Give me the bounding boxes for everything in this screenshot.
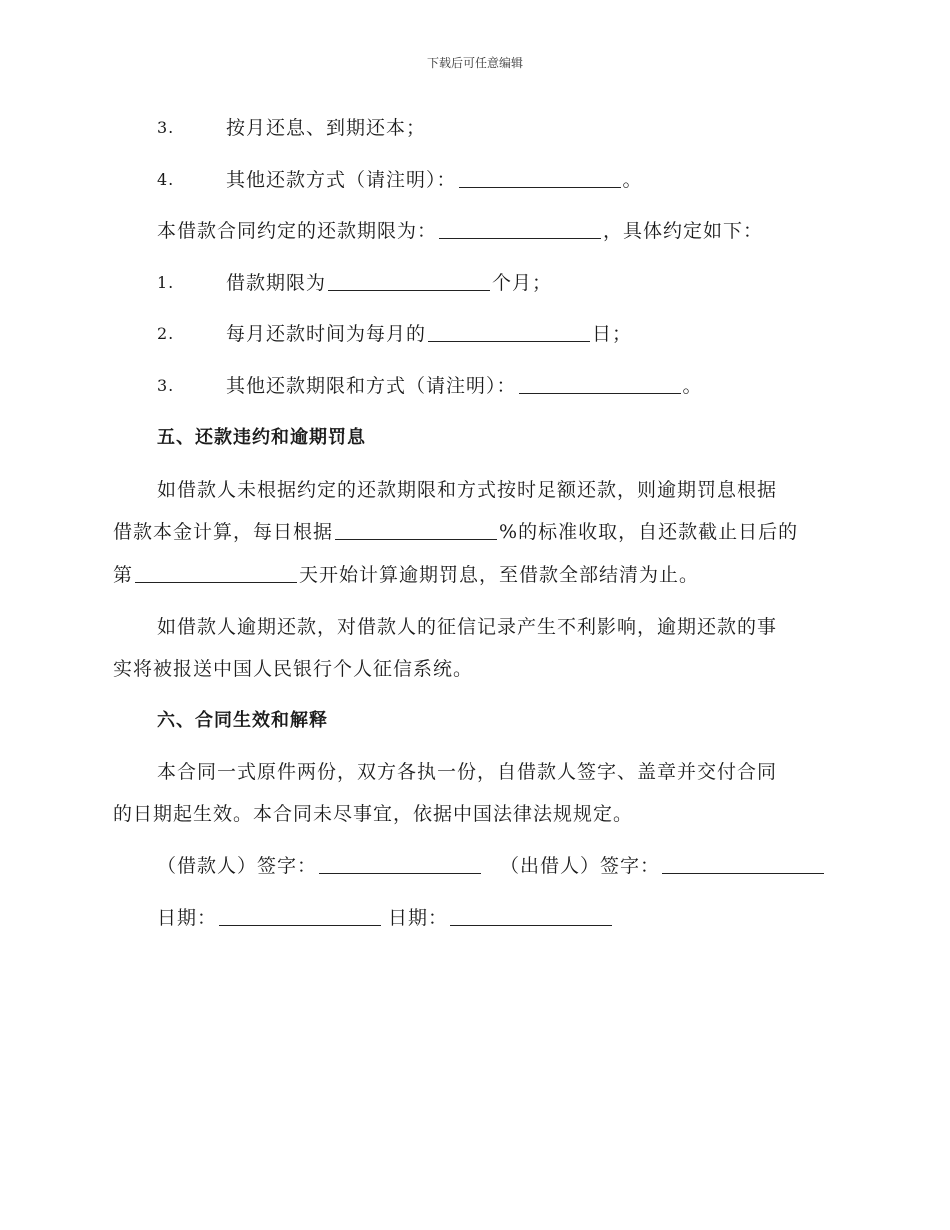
paragraph-text: 本合同一式原件两份，双方各执一份，自借款人签字、盖章并交付合同 (157, 761, 778, 783)
item-label: 借款期限为 (226, 272, 327, 294)
item-number: 4. (157, 170, 175, 189)
term-intro-label: 本借款合同约定的还款期限为： (157, 220, 438, 242)
item-number: 2. (157, 324, 175, 343)
text-segment: 天开始计算逾期罚息，至借款全部结清为止。 (299, 564, 700, 586)
blank-field[interactable] (519, 375, 681, 394)
blank-field[interactable] (135, 564, 297, 583)
borrower-signature-field[interactable] (319, 855, 481, 874)
blank-field[interactable] (439, 220, 601, 239)
lender-date-field[interactable] (450, 907, 612, 926)
blank-field[interactable] (328, 272, 490, 291)
section-title: 六、合同生效和解释 (157, 710, 328, 731)
blank-field[interactable] (428, 323, 590, 342)
item-suffix: 。 (622, 169, 643, 191)
date-block (388, 904, 614, 932)
paragraph-text: 实将被报送中国人民银行个人征信系统。 (113, 658, 474, 680)
term-intro-suffix: ，具体约定如下： (603, 220, 764, 242)
signature-block (500, 852, 826, 880)
item-suffix: 。 (682, 375, 703, 397)
item-suffix: 日； (592, 323, 633, 345)
date-block (157, 904, 383, 932)
paragraph-text (113, 561, 833, 589)
lender-signature-field[interactable] (662, 855, 824, 874)
paragraph-text: 的日期起生效。本合同未尽事宜，依据中国法律法规规定。 (113, 803, 634, 825)
borrower-date-label: 日期： (157, 907, 218, 929)
section-title: 五、还款违约和逾期罚息 (157, 427, 366, 448)
item-label: 其他还款期限和方式（请注明）： (226, 375, 517, 397)
text-segment: %的标准收取，自还款截止日后的 (499, 521, 799, 543)
paragraph-text: 如借款人未根据约定的还款期限和方式按时足额还款，则逾期罚息根据 (157, 479, 778, 501)
lender-date-label: 日期： (388, 907, 449, 929)
text-segment: 借款本金计算，每日根据 (113, 521, 334, 543)
page-header: 下载后可任意编辑 (426, 56, 523, 70)
signature-block (157, 852, 483, 880)
term-intro-text (157, 217, 763, 245)
item-number: 1. (157, 273, 175, 292)
blank-field[interactable] (335, 521, 497, 540)
text-segment: 第 (113, 564, 134, 586)
paragraph-text (113, 518, 833, 546)
item-text (226, 320, 632, 348)
item-number: 3. (157, 118, 175, 137)
item-text (226, 269, 552, 297)
item-text: 按月还息、到期还本； (226, 117, 427, 139)
blank-field[interactable] (459, 169, 621, 188)
item-suffix: 个月； (492, 272, 553, 294)
borrower-signature-label: （借款人）签字： (157, 855, 318, 877)
item-label: 每月还款时间为每月的 (226, 323, 427, 345)
item-text (226, 166, 643, 194)
lender-signature-label: （出借人）签字： (500, 855, 661, 877)
item-number: 3. (157, 376, 175, 395)
paragraph-text: 如借款人逾期还款，对借款人的征信记录产生不利影响，逾期还款的事 (157, 616, 778, 638)
borrower-date-field[interactable] (219, 907, 381, 926)
item-label: 其他还款方式（请注明）： (226, 169, 457, 191)
item-text (226, 372, 703, 400)
